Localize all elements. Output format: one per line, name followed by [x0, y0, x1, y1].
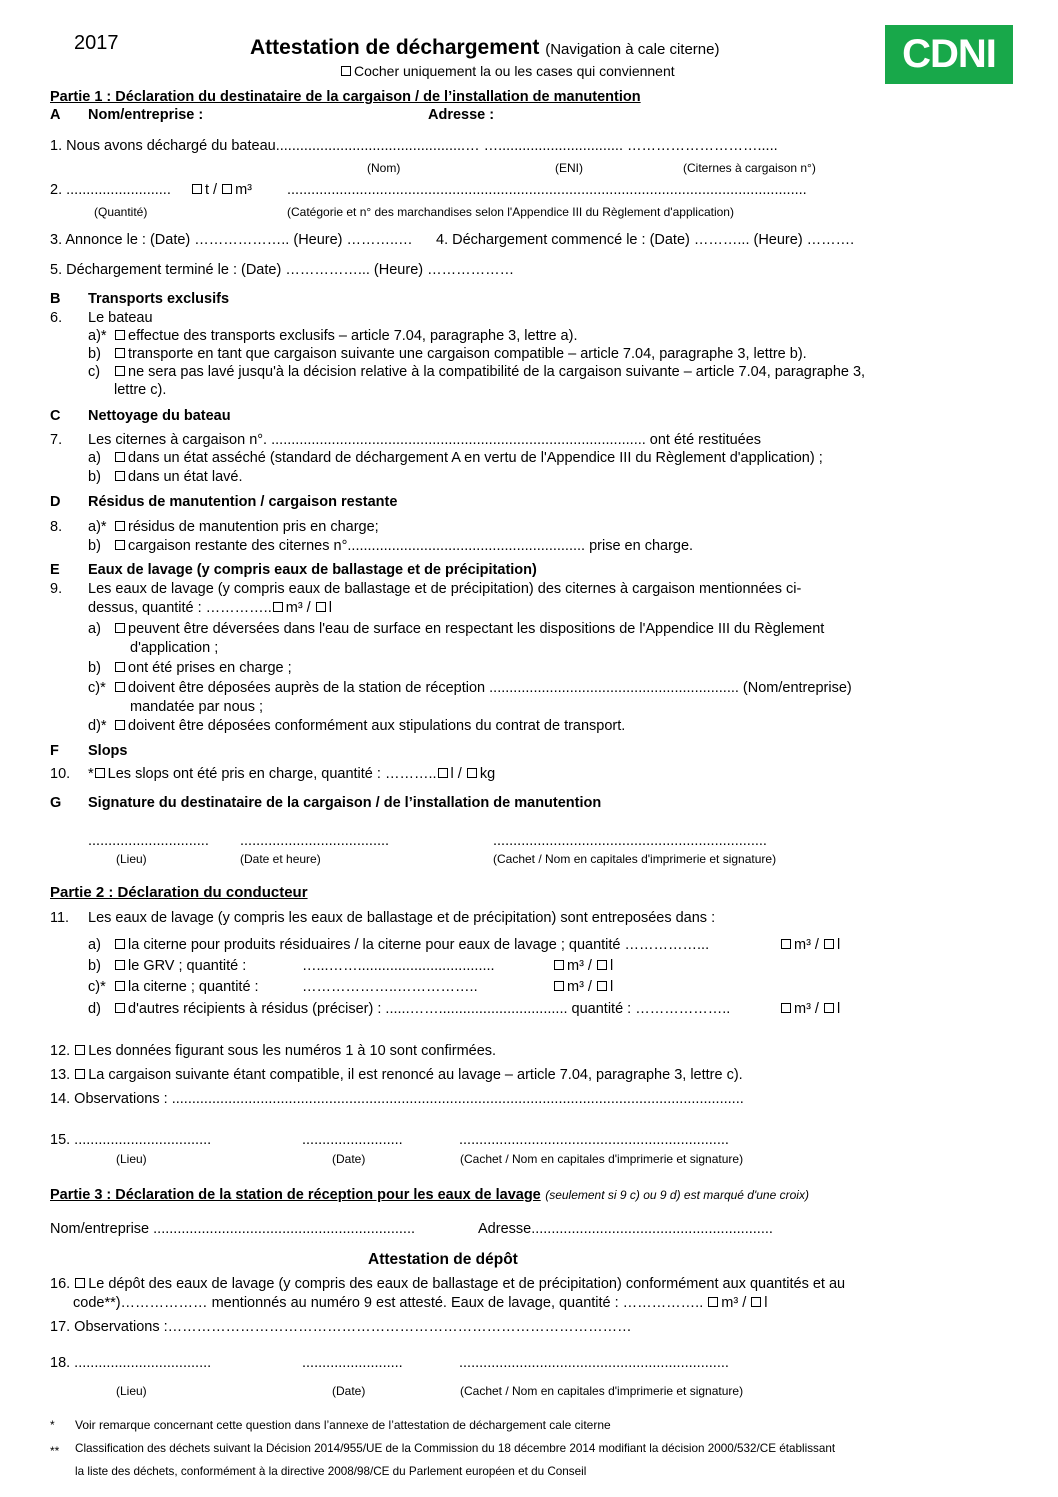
checkbox-12[interactable]: [75, 1045, 85, 1055]
item-6c-mark: c): [88, 364, 101, 380]
checkbox-8a[interactable]: [115, 521, 125, 531]
item-18-place-field[interactable]: 18. ..................................: [50, 1355, 212, 1371]
item-1-tanks-caption: (Citernes à cargaison n°): [683, 161, 816, 175]
footnote-1-marker: *: [50, 1418, 55, 1432]
item-9c-text-cont: mandatée par nous ;: [130, 699, 264, 715]
checkbox-9-m3[interactable]: [273, 602, 283, 612]
item-9c-mark: c)*: [88, 680, 106, 696]
year: 2017: [74, 32, 119, 54]
unit-l-label: l: [837, 937, 841, 953]
footnote-2: Classification des déchets suivant la Décision 2014/955/UE de la Commission du 18 décembre 2014 modifiant la décision 2000/532/CE établissant: [75, 1442, 836, 1455]
caption-place: (Lieu): [116, 1384, 147, 1398]
footnote-2-cont: la liste des déchets, conformément à la directive 2008/98/CE du Parlement européen et du Conseil: [75, 1465, 587, 1478]
unit-l-label: l /: [450, 766, 462, 782]
item-16: [50, 1276, 845, 1293]
item-17-observations[interactable]: 17. Observations :……………………………………………………………………………………: [50, 1319, 632, 1335]
section-b-title: Transports exclusifs: [88, 291, 230, 307]
unit-m3-label: m³ /: [285, 600, 311, 616]
unit-l-label: l: [610, 979, 614, 995]
item-9d: [114, 718, 625, 735]
item-7-tanks[interactable]: Les citernes à cargaison n°. ............................................................................................. ont été restituées: [88, 432, 762, 448]
checkbox-11a[interactable]: [115, 939, 125, 949]
item-16-text: Le dépôt des eaux de lavage (y compris des eaux de ballastage et de précipitation) conformément aux quantités et au: [88, 1276, 846, 1292]
item-13: [50, 1067, 743, 1084]
item-8-num: 8.: [50, 519, 63, 535]
company-name-label: Nom/entreprise :: [88, 107, 204, 123]
item-10-slops: [88, 766, 495, 783]
checkbox-11d[interactable]: [115, 1003, 125, 1013]
unit-t-label: t /: [204, 182, 218, 198]
section-e-letter: E: [50, 562, 60, 578]
item-11b: [114, 958, 246, 975]
unit-m3-label: m³ /: [567, 979, 592, 995]
caption-stamp: (Cachet / Nom en capitales d'imprimerie et signature): [460, 1152, 744, 1166]
part1-heading: Partie 1 : Déclaration du destinataire de la cargaison / de l’installation de manutention: [50, 89, 641, 105]
part3-heading-line: [50, 1186, 809, 1204]
cdni-logo: CDNI: [885, 25, 1013, 84]
checkbox-9b[interactable]: [115, 662, 125, 672]
item-10-text[interactable]: Les slops ont été pris en charge, quantité : ………..: [107, 766, 437, 782]
item-9d-mark: d)*: [88, 718, 107, 734]
unit-m3-label: m³ /: [794, 937, 819, 953]
checkbox-11c-l[interactable]: [597, 981, 607, 991]
item-8b-mark: b): [88, 538, 101, 554]
checkbox-10-l[interactable]: [438, 768, 448, 778]
item-4-unloading-start[interactable]: 4. Déchargement commencé le : (Date) ………... (Heure) ……….: [436, 232, 855, 248]
item-6-text: Le bateau: [88, 310, 153, 326]
checkbox-9a[interactable]: [115, 623, 125, 633]
caption-date: (Date): [332, 1152, 366, 1166]
address-label: Adresse :: [428, 107, 495, 123]
section-b-letter: B: [50, 291, 61, 307]
unit-m3-label: m³ /: [567, 958, 592, 974]
item-6c: [114, 364, 865, 381]
item-6b-mark: b): [88, 346, 101, 362]
title-subtitle: (Navigation à cale citerne): [545, 41, 720, 58]
attestation-title: Attestation de dépôt: [368, 1251, 518, 1268]
title-main: Attestation de déchargement: [250, 36, 540, 59]
checkbox-9-l[interactable]: [316, 602, 326, 612]
checkbox-7b[interactable]: [115, 471, 125, 481]
item-13-num: 13.: [50, 1067, 71, 1083]
checkbox-7a[interactable]: [115, 452, 125, 462]
item-7b: [114, 469, 242, 486]
item-9d-text: doivent être déposées conformément aux stipulations du contrat de transport.: [128, 718, 626, 734]
item-6c-text: ne sera pas lavé jusqu'à la décision relative à la compatibilité de la cargaison suivante – article 7.04, paragraphe 3,: [128, 364, 866, 380]
checkbox-11b-m3[interactable]: [554, 960, 564, 970]
item-3-announced[interactable]: 3. Annonce le : (Date) ……………….. (Heure) ………..…: [50, 232, 413, 248]
section-g-title: Signature du destinataire de la cargaison / de l’installation de manutention: [88, 795, 602, 811]
item-9a-text: peuvent être déversées dans l'eau de surface en respectant les dispositions de l'Appendice III du Règlement: [128, 621, 825, 637]
unit-m3-label: m³: [235, 182, 252, 198]
checkbox-m3[interactable]: [222, 184, 232, 194]
item-11b-text: le GRV ; quantité :: [128, 958, 247, 974]
item-8b-text[interactable]: cargaison restante des citernes n°........................................................... prise en charge.: [128, 538, 694, 554]
instruction-text: Cocher uniquement la ou les cases qui conviennent: [354, 63, 675, 79]
checkbox-icon: [341, 66, 351, 76]
item-7a: [114, 450, 823, 467]
item-8a-text: résidus de manutention pris en charge;: [128, 519, 379, 535]
part2-heading: Partie 2 : Déclaration du conducteur: [50, 884, 308, 901]
checkbox-9c[interactable]: [115, 682, 125, 692]
footnote-2-marker: **: [50, 1444, 60, 1458]
item-16-line2: [73, 1295, 768, 1312]
checkbox-13[interactable]: [75, 1069, 85, 1079]
item-16-quantity-field[interactable]: code**)……………… mentionnés au numéro 9 est attesté. Eaux de lavage, quantité : ……………..: [73, 1295, 704, 1311]
item-8a-mark: a)*: [88, 519, 107, 535]
section-c-letter: C: [50, 408, 61, 424]
item-11c-text: la citerne ; quantité :: [128, 979, 259, 995]
item-14-observations[interactable]: 14. Observations : ..............................................................................................................................................: [50, 1091, 744, 1107]
item-13-text: La cargaison suivante étant compatible, il est renoncé au lavage – article 7.04, paragraphe 3, lettre c).: [88, 1067, 743, 1083]
item-11c-units: [553, 979, 613, 996]
item-11d-units: [780, 1001, 840, 1018]
item-16-num: 16.: [50, 1276, 71, 1292]
item-9a: [114, 621, 824, 638]
item-11a: [114, 937, 709, 954]
item-12-text: Les données figurant sous les numéros 1 à 10 sont confirmées.: [88, 1043, 497, 1059]
item-11b-mark: b): [88, 958, 101, 974]
checkbox-11b[interactable]: [115, 960, 125, 970]
item-2-cat-caption: (Catégorie et n° des marchandises selon l'Appendice III du Règlement d'application): [287, 205, 734, 219]
item-11-num: 11.: [50, 910, 70, 926]
checkbox-10[interactable]: [95, 768, 105, 778]
item-15-place-field[interactable]: 15. ..................................: [50, 1132, 212, 1148]
item-7a-text: dans un état asséché (standard de déchargement A en vertu de l'Appendice III du Règlement d'application) ;: [128, 450, 823, 466]
checkbox-8b[interactable]: [115, 540, 125, 550]
item-9-quantity-field[interactable]: dessus, quantité : …………..: [88, 600, 272, 616]
section-f-letter: F: [50, 743, 59, 759]
checkbox-9d[interactable]: [115, 720, 125, 730]
checkbox-6b[interactable]: [115, 348, 125, 358]
item-9-num: 9.: [50, 581, 63, 597]
item-5-unloading-end[interactable]: 5. Déchargement terminé le : (Date) ……………... (Heure) ………………: [50, 262, 515, 278]
item-9c: [114, 680, 852, 697]
unit-kg-label: kg: [479, 766, 496, 782]
part3-company-field[interactable]: Nom/entreprise .................................................................: [50, 1221, 416, 1237]
item-11d-mark: d): [88, 1001, 101, 1017]
item-10-num: 10.: [50, 766, 71, 782]
checkbox-11a-m3[interactable]: [781, 939, 791, 949]
checkbox-11c[interactable]: [115, 981, 125, 991]
caption-date: (Date): [332, 1384, 366, 1398]
caption-datetime: (Date et heure): [240, 852, 321, 866]
item-11a-text[interactable]: la citerne pour produits résiduaires / la citerne pour eaux de lavage ; quantité ……………...: [128, 937, 710, 953]
item-18-stamp-field[interactable]: ...................................................................: [459, 1355, 729, 1371]
item-12: [50, 1043, 496, 1060]
item-2-quantity: [50, 182, 252, 199]
section-d-letter: D: [50, 494, 61, 510]
footnote-1: Voir remarque concernant cette question dans l’annexe de l’attestation de déchargement cale citerne: [75, 1418, 611, 1432]
item-2-qty-caption: (Quantité): [94, 205, 148, 219]
item-11-text: Les eaux de lavage (y compris les eaux de ballastage et de précipitation) sont entreposées dans :: [88, 910, 716, 926]
checkbox-11d-l[interactable]: [824, 1003, 834, 1013]
item-7a-mark: a): [88, 450, 101, 466]
unit-m3-label: m³ /: [721, 1295, 747, 1311]
item-15-date-field[interactable]: .........................: [302, 1132, 403, 1148]
caption-place: (Lieu): [116, 852, 147, 866]
item-11a-units: [780, 937, 840, 954]
checkbox-11a-l[interactable]: [824, 939, 834, 949]
caption-stamp: (Cachet / Nom en capitales d'imprimerie et signature): [460, 1384, 744, 1398]
item-15-stamp-field[interactable]: ...................................................................: [459, 1132, 729, 1148]
checkbox-16-l[interactable]: [751, 1297, 761, 1307]
item-1-eni-caption: (ENI): [555, 161, 583, 175]
item-7-num: 7.: [50, 432, 63, 448]
item-2-dots[interactable]: 2. ..........................: [50, 182, 171, 198]
document-title: [250, 36, 720, 60]
unit-l-label: l: [837, 1001, 841, 1017]
section-f-title: Slops: [88, 743, 128, 759]
item-6a-text: effectue des transports exclusifs – article 7.04, paragraphe 3, lettre a).: [128, 328, 578, 344]
item-11c-quantity-field[interactable]: ………………..……………..: [302, 979, 478, 995]
item-9b: [114, 660, 292, 677]
item-8a: [114, 519, 379, 536]
item-11c-mark: c)*: [88, 979, 106, 995]
checkbox-16[interactable]: [75, 1278, 85, 1288]
item-11b-quantity-field[interactable]: …...……..................................: [302, 958, 495, 974]
checkbox-16-m3[interactable]: [708, 1297, 718, 1307]
item-11d: [114, 1001, 730, 1018]
item-9c-text[interactable]: doivent être déposées auprès de la station de réception .............................................................. (Nom/entreprise): [128, 680, 852, 696]
unit-l-label: l: [328, 600, 332, 616]
caption-stamp: (Cachet / Nom en capitales d'imprimerie et signature): [493, 852, 777, 866]
unit-l-label: l: [610, 958, 614, 974]
item-2-category-field[interactable]: .................................................................................................................................: [287, 182, 807, 198]
item-18-date-field[interactable]: .........................: [302, 1355, 403, 1371]
item-7b-text: dans un état lavé.: [128, 469, 243, 485]
item-12-num: 12.: [50, 1043, 71, 1059]
caption-place: (Lieu): [116, 1152, 147, 1166]
unit-m3-label: m³ /: [794, 1001, 819, 1017]
section-e-title: Eaux de lavage (y compris eaux de ballastage et de précipitation): [88, 562, 537, 578]
item-9-quantity: [88, 600, 332, 617]
item-11d-text[interactable]: d'autres récipients à résidus (préciser) : ......……................................ quantité : ………………..: [128, 1001, 731, 1017]
item-9a-text-cont: d'application ;: [130, 640, 219, 656]
part3-address-field[interactable]: Adresse............................................................: [478, 1221, 773, 1237]
item-11c: [114, 979, 259, 996]
part3-note: (seulement si 9 c) ou 9 d) est marqué d'une croix): [545, 1188, 809, 1202]
item-11b-units: [553, 958, 613, 975]
item-6b: [114, 346, 807, 363]
item-10-star: *: [88, 766, 94, 782]
item-1-vessel[interactable]: 1. Nous avons déchargé du bateau...............................................… …............................... ……………………….....: [50, 138, 778, 154]
checkbox-tonnes[interactable]: [192, 184, 202, 194]
item-6a: [114, 328, 577, 345]
section-g-letter: G: [50, 795, 62, 811]
item-8b: [114, 538, 693, 555]
section-d-title: Résidus de manutention / cargaison restante: [88, 494, 398, 510]
signature-stamp-field[interactable]: ....................................................................: [493, 833, 767, 849]
part3-heading: Partie 3 : Déclaration de la station de réception pour les eaux de lavage: [50, 1187, 541, 1203]
item-6b-text: transporte en tant que cargaison suivante une cargaison compatible – article 7.04, paragraphe 3, lettre b).: [128, 346, 807, 362]
item-9a-mark: a): [88, 621, 101, 637]
item-9-text: Les eaux de lavage (y compris eaux de ballastage et de précipitation) des citernes à cargaison mentionnées ci-: [88, 581, 802, 597]
signature-datetime-field[interactable]: .....................................: [240, 833, 390, 849]
item-9b-mark: b): [88, 660, 101, 676]
instruction-line: [340, 63, 675, 80]
section-c-title: Nettoyage du bateau: [88, 408, 231, 424]
checkbox-11c-m3[interactable]: [554, 981, 564, 991]
item-1-nom-caption: (Nom): [367, 161, 401, 175]
item-6c-text-cont: lettre c).: [114, 382, 167, 398]
signature-place-field[interactable]: ..............................: [88, 833, 209, 849]
checkbox-6c[interactable]: [115, 366, 125, 376]
item-9b-text: ont été prises en charge ;: [128, 660, 292, 676]
checkbox-11b-l[interactable]: [597, 960, 607, 970]
checkbox-11d-m3[interactable]: [781, 1003, 791, 1013]
item-7b-mark: b): [88, 469, 101, 485]
item-6-num: 6.: [50, 310, 63, 326]
checkbox-6a[interactable]: [115, 330, 125, 340]
section-a-letter: A: [50, 107, 61, 123]
unit-l-label: l: [764, 1295, 768, 1311]
item-11a-mark: a): [88, 937, 101, 953]
checkbox-10-kg[interactable]: [467, 768, 477, 778]
item-6a-mark: a)*: [88, 328, 107, 344]
